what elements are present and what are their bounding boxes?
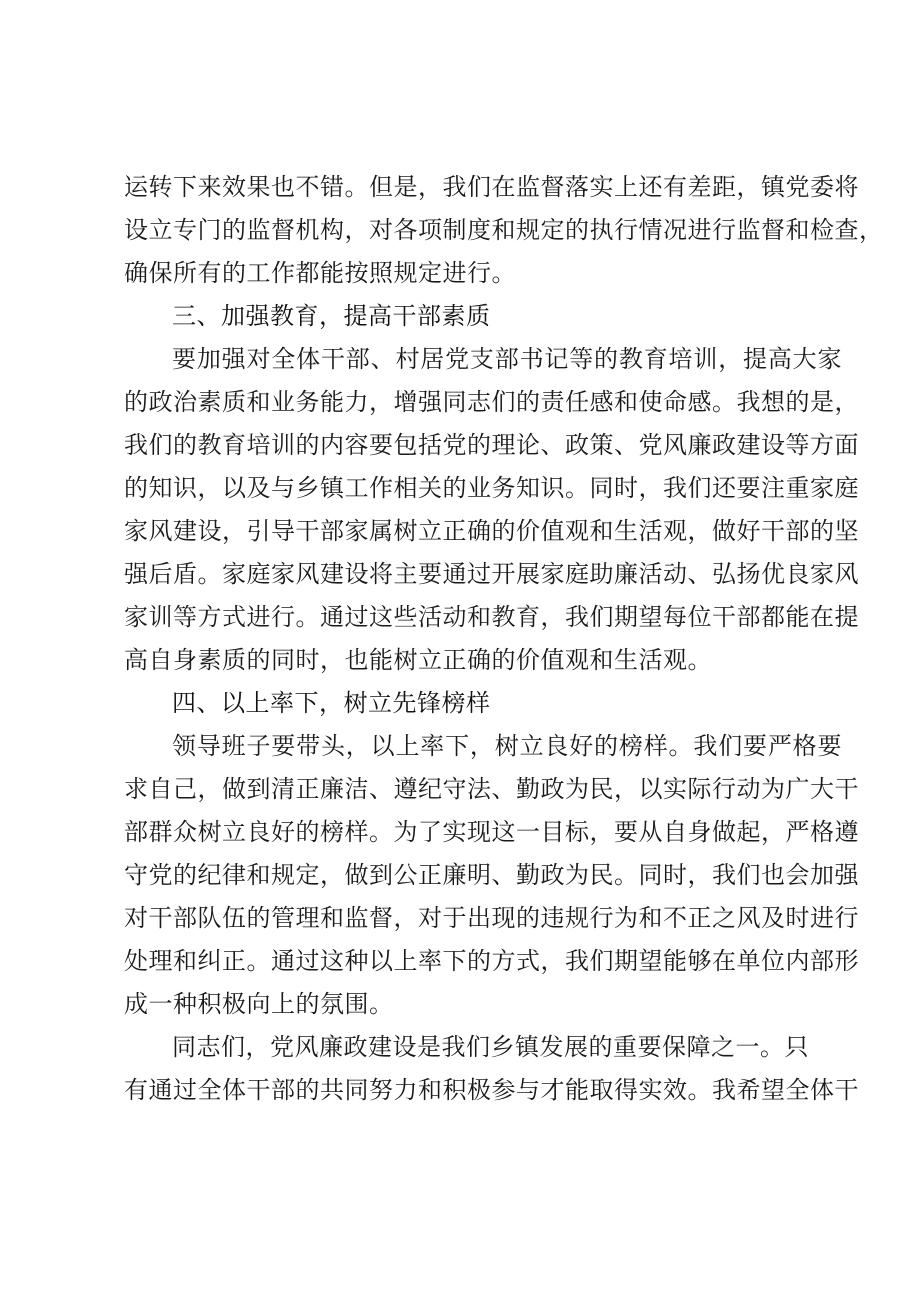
paragraph-line: 对干部队伍的管理和监督，对于出现的违规行为和不正之风及时进行	[124, 904, 859, 932]
paragraph-line: 的政治素质和业务能力，增强同志们的责任感和使命感。我想的是，	[124, 388, 859, 416]
paragraph-line: 要加强对全体干部、村居党支部书记等的教育培训，提高大家	[172, 345, 842, 373]
paragraph-line: 运转下来效果也不错。但是，我们在监督落实上还有差距，镇党委将	[124, 173, 859, 201]
paragraph-line: 领导班子要带头，以上率下，树立良好的榜样。我们要严格要	[172, 732, 842, 760]
paragraph-line: 强后盾。家庭家风建设将主要通过开展家庭助廉活动、弘扬优良家风	[124, 560, 859, 588]
section-heading-3: 三、加强教育，提高干部素质	[172, 302, 491, 330]
section-heading-4: 四、以上率下，树立先锋榜样	[172, 689, 491, 717]
paragraph-line: 的知识，以及与乡镇工作相关的业务知识。同时，我们还要注重家庭	[124, 474, 859, 502]
paragraph-line: 部群众树立良好的榜样。为了实现这一目标，要从自身做起，严格遵	[124, 818, 859, 846]
paragraph-line: 高自身素质的同时，也能树立正确的价值观和生活观。	[124, 646, 712, 674]
paragraph-line: 有通过全体干部的共同努力和积极参与才能取得实效。我希望全体干	[124, 1076, 859, 1104]
paragraph-line: 确保所有的工作都能按照规定进行。	[124, 259, 516, 287]
paragraph-line: 同志们，党风廉政建设是我们乡镇发展的重要保障之一。只	[172, 1033, 809, 1061]
paragraph-line: 处理和纠正。通过这种以上率下的方式，我们期望能够在单位内部形	[124, 947, 859, 975]
paragraph-line: 求自己，做到清正廉洁、遵纪守法、勤政为民，以实际行动为广大干	[124, 775, 859, 803]
paragraph-line: 成一种积极向上的氛围。	[124, 990, 394, 1018]
paragraph-line: 守党的纪律和规定，做到公正廉明、勤政为民。同时，我们也会加强	[124, 861, 859, 889]
paragraph-line: 家训等方式进行。通过这些活动和教育，我们期望每位干部都能在提	[124, 603, 859, 631]
paragraph-line: 家风建设，引导干部家属树立正确的价值观和生活观，做好干部的坚	[124, 517, 859, 545]
paragraph-line: 我们的教育培训的内容要包括党的理论、政策、党风廉政建设等方面	[124, 431, 859, 459]
paragraph-line: 设立专门的监督机构，对各项制度和规定的执行情况进行监督和检查，	[124, 216, 884, 244]
